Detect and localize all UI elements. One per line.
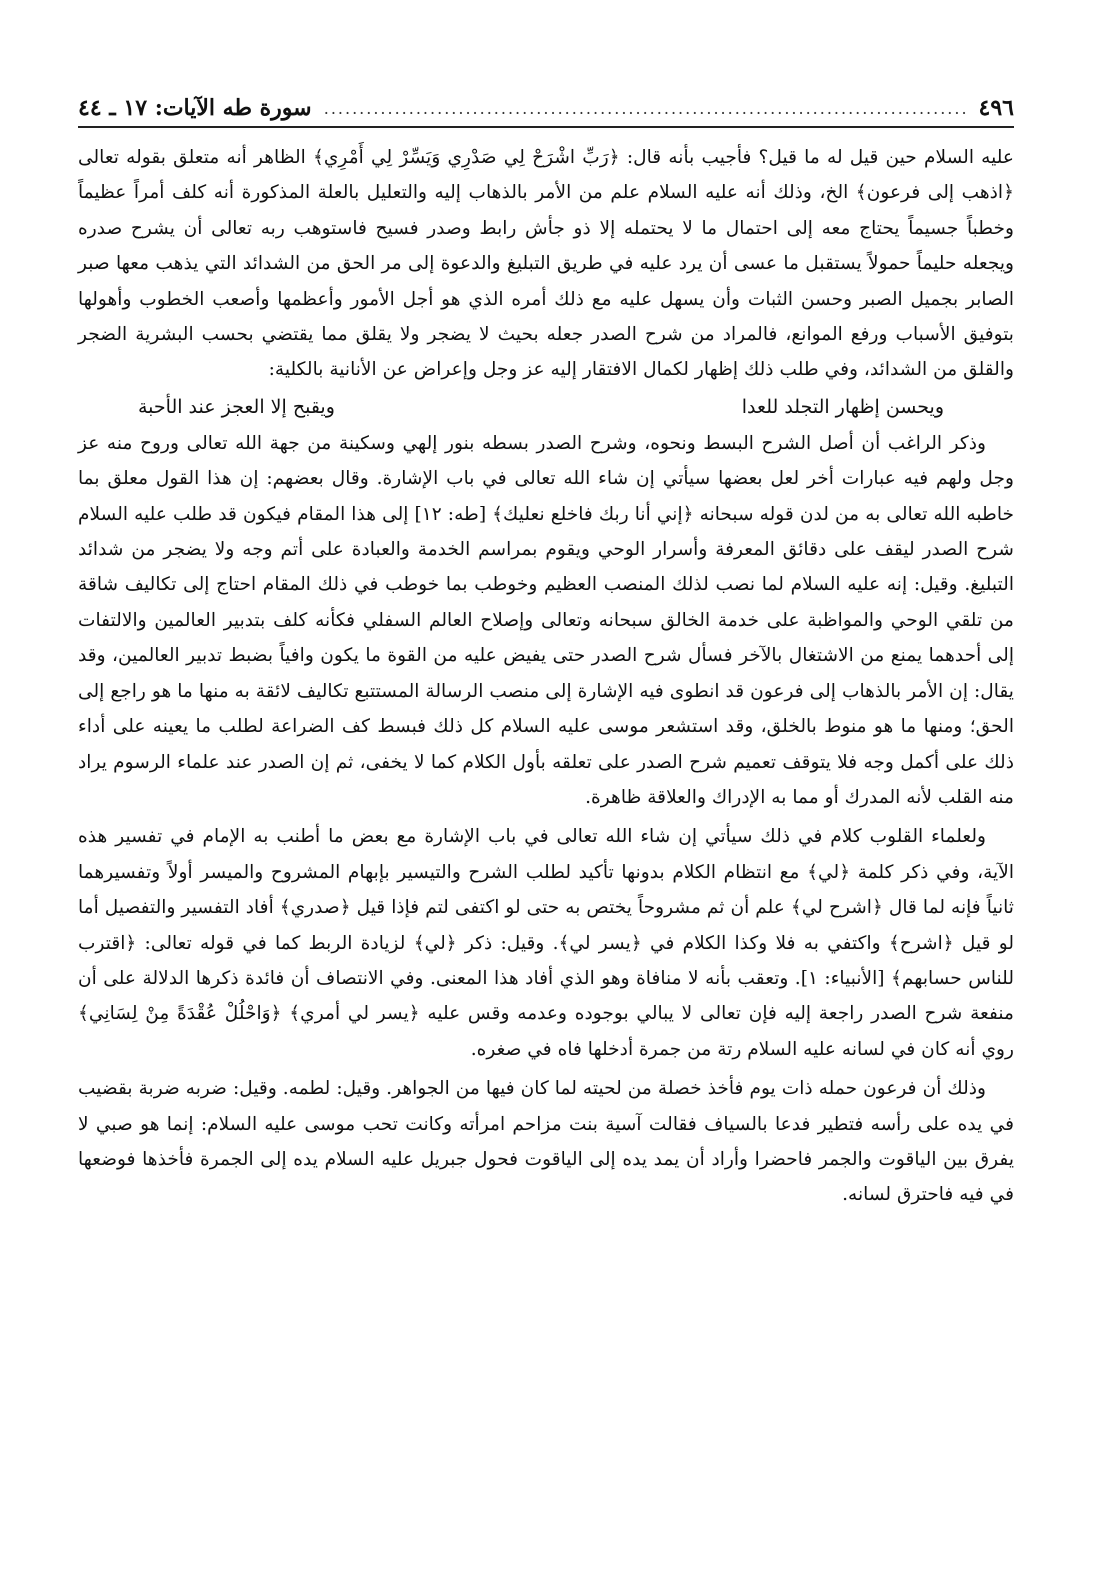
header-rule (78, 126, 1014, 128)
paragraph-3: ولعلماء القلوب كلام في ذلك سيأتي إن شاء الله تعالى في باب الإشارة مع بعض ما أطنب به الإمام في تفسير هذه الآية، وفي ذكر كلمة ﴿لي﴾ مع انتظام الكلام بدونها تأكيد لطلب الشرح والتيسير بإبهام المشروح والميسر أولاً وتفسيرهما ثانياً فإنه لما قال ﴿اشرح لي﴾ علم أن ثم مشروحاً يختص به حتى لو اكتفى لتم فإذا قيل ﴿صدري﴾ أفاد التفسير والتفصيل أما لو قيل ﴿اشرح﴾ واكتفي به فلا وكذا الكلام في ﴿يسر لي﴾. وقيل: ذكر ﴿لي﴾ لزيادة الربط كما في قوله تعالى: ﴿اقترب للناس حسابهم﴾ [الأنبياء: ١]. وتعقب بأنه لا منافاة وهو الذي أفاد هذا المعنى. وفي الانتصاف أن فائدة ذكرها الدلالة على أن منفعة شرح الصدر راجعة إليه فإن تعالى لا يبالي بوجوده وعدمه وقس عليه ﴿يسر لي أمري﴾ ﴿وَاحْلُلْ عُقْدَةً مِنْ لِسَانِي﴾ روي أنه كان في لسانه عليه السلام رتة من جمرة أدخلها فاه في صغره. (78, 826, 1014, 1060)
page (78, 92, 1014, 1554)
sura-title: سورة طه الآيات: ١٧ ـ ٤٤ (78, 95, 312, 121)
leader-dots (322, 99, 969, 118)
poem-verse (78, 388, 1014, 426)
paragraph-2: وذكر الراغب أن أصل الشرح البسط ونحوه، وشرح الصدر بسطه بنور إلهي وسكينة من جهة الله تعالى وروح منه عز وجل ولهم فيه عبارات أخر لعل بعضها سيأتي إن شاء الله تعالى في باب الإشارة. وقال بعضهم: إن هذا القول معلق بما خاطبه الله تعالى به من لدن قوله سبحانه ﴿إني أنا ربك فاخلع نعليك﴾ [طه: ١٢] إلى هذا المقام فيكون قد طلب عليه السلام شرح الصدر ليقف على دقائق المعرفة وأسرار الوحي ويقوم بمراسم الخدمة والعبادة على أتم وجه ولا يضجر من شدائد التبليغ. وقيل: إنه عليه السلام لما نصب لذلك المنصب العظيم وخوطب بما خوطب في ذلك المقام احتاج إلى تكاليف شاقة من تلقي الوحي والمواظبة على خدمة الخالق سبحانه وتعالى وإصلاح العالم السفلي فكأنه كلف بتدبير العالمين والالتفات إلى أحدهما يمنع من الاشتغال بالآخر فسأل شرح الصدر حتى يفيض عليه من القوة ما يكون وافياً بضبط تدبير العالمين، وقد يقال: إن الأمر بالذهاب إلى فرعون قد انطوى فيه الإشارة إلى منصب الرسالة المستتبع تكاليف لائقة به منها ما هو راجع إلى الحق؛ ومنها ما هو منوط بالخلق، وقد استشعر موسى عليه السلام كل ذلك فبسط كف الضراعة لطلب ما يعينه على أداء ذلك على أكمل وجه فلا يتوقف تعميم شرح الصدر على تعلقه بأول الكلام كما لا يخفى، ثم إن الصدر عند علماء الرسوم يراد منه القلب لأنه المدرك أو مما به الإدراك والعلاقة ظاهرة. (78, 432, 1014, 808)
paragraph-4: وذلك أن فرعون حمله ذات يوم فأخذ خصلة من لحيته لما كان فيها من الجواهر. وقيل: لطمه. وقيل: ضربه ضربة بقضيب في يده على رأسه فتطير فدعا بالسياف فقالت آسية بنت مزاحم امرأته وكانت تحب موسى عليه السلام: إنما هو صبي لا يفرق بين الياقوت والجمر فاحضرا وأراد أن يمد يده إلى الياقوت فحول جبريل عليه السلام يده إلى الجمرة فأخذها فوضعها في فيه فاحترق لسانه. (78, 1078, 1014, 1206)
poem-hemistich-right: ويحسن إظهار التجلد للعدا (741, 395, 944, 418)
running-header (78, 92, 1014, 124)
poem-hemistich-left: ويقبح إلا العجز عند الأحبة (138, 395, 335, 418)
paragraph-1: عليه السلام حين قيل له ما قيل؟ فأجيب بأنه قال: ﴿رَبِّ اشْرَحْ لِي صَدْرِي وَيَسِّرْ لِي أَمْرِي﴾ الظاهر أنه متعلق بقوله تعالى ﴿اذهب إلى فرعون﴾ الخ، وذلك أنه عليه السلام علم من الأمر بالذهاب إليه والتعليل بالعلة المذكورة أنه كلف أمراً عظيماً وخطباً جسيماً يحتاج معه إلى احتمال ما لا يحتمله إلا ذو جأش رابط وصدر فسيح فاستوهب ربه تعالى أن يشرح صدره ويجعله حليماً حمولاً يستقبل ما عسى أن يرد عليه في طريق التبليغ والدعوة إلى مر الحق من الشدائد التي يذهب معها صبر الصابر بجميل الصبر وحسن الثبات وأن يسهل عليه مع ذلك أمره الذي هو أجل الأمور وأعظمها وأصعب الخطوب وأهولها بتوفيق الأسباب ورفع الموانع، فالمراد من شرح الصدر جعله بحيث لا يضجر ولا يقلق مما يقتضي بحسب البشرية الضجر والقلق من الشدائد، وفي طلب ذلك إظهار لكمال الافتقار إليه عز وجل وإعراض عن الأنانية بالكلية: (78, 147, 1014, 381)
page-number: ٤٩٦ (978, 95, 1014, 121)
